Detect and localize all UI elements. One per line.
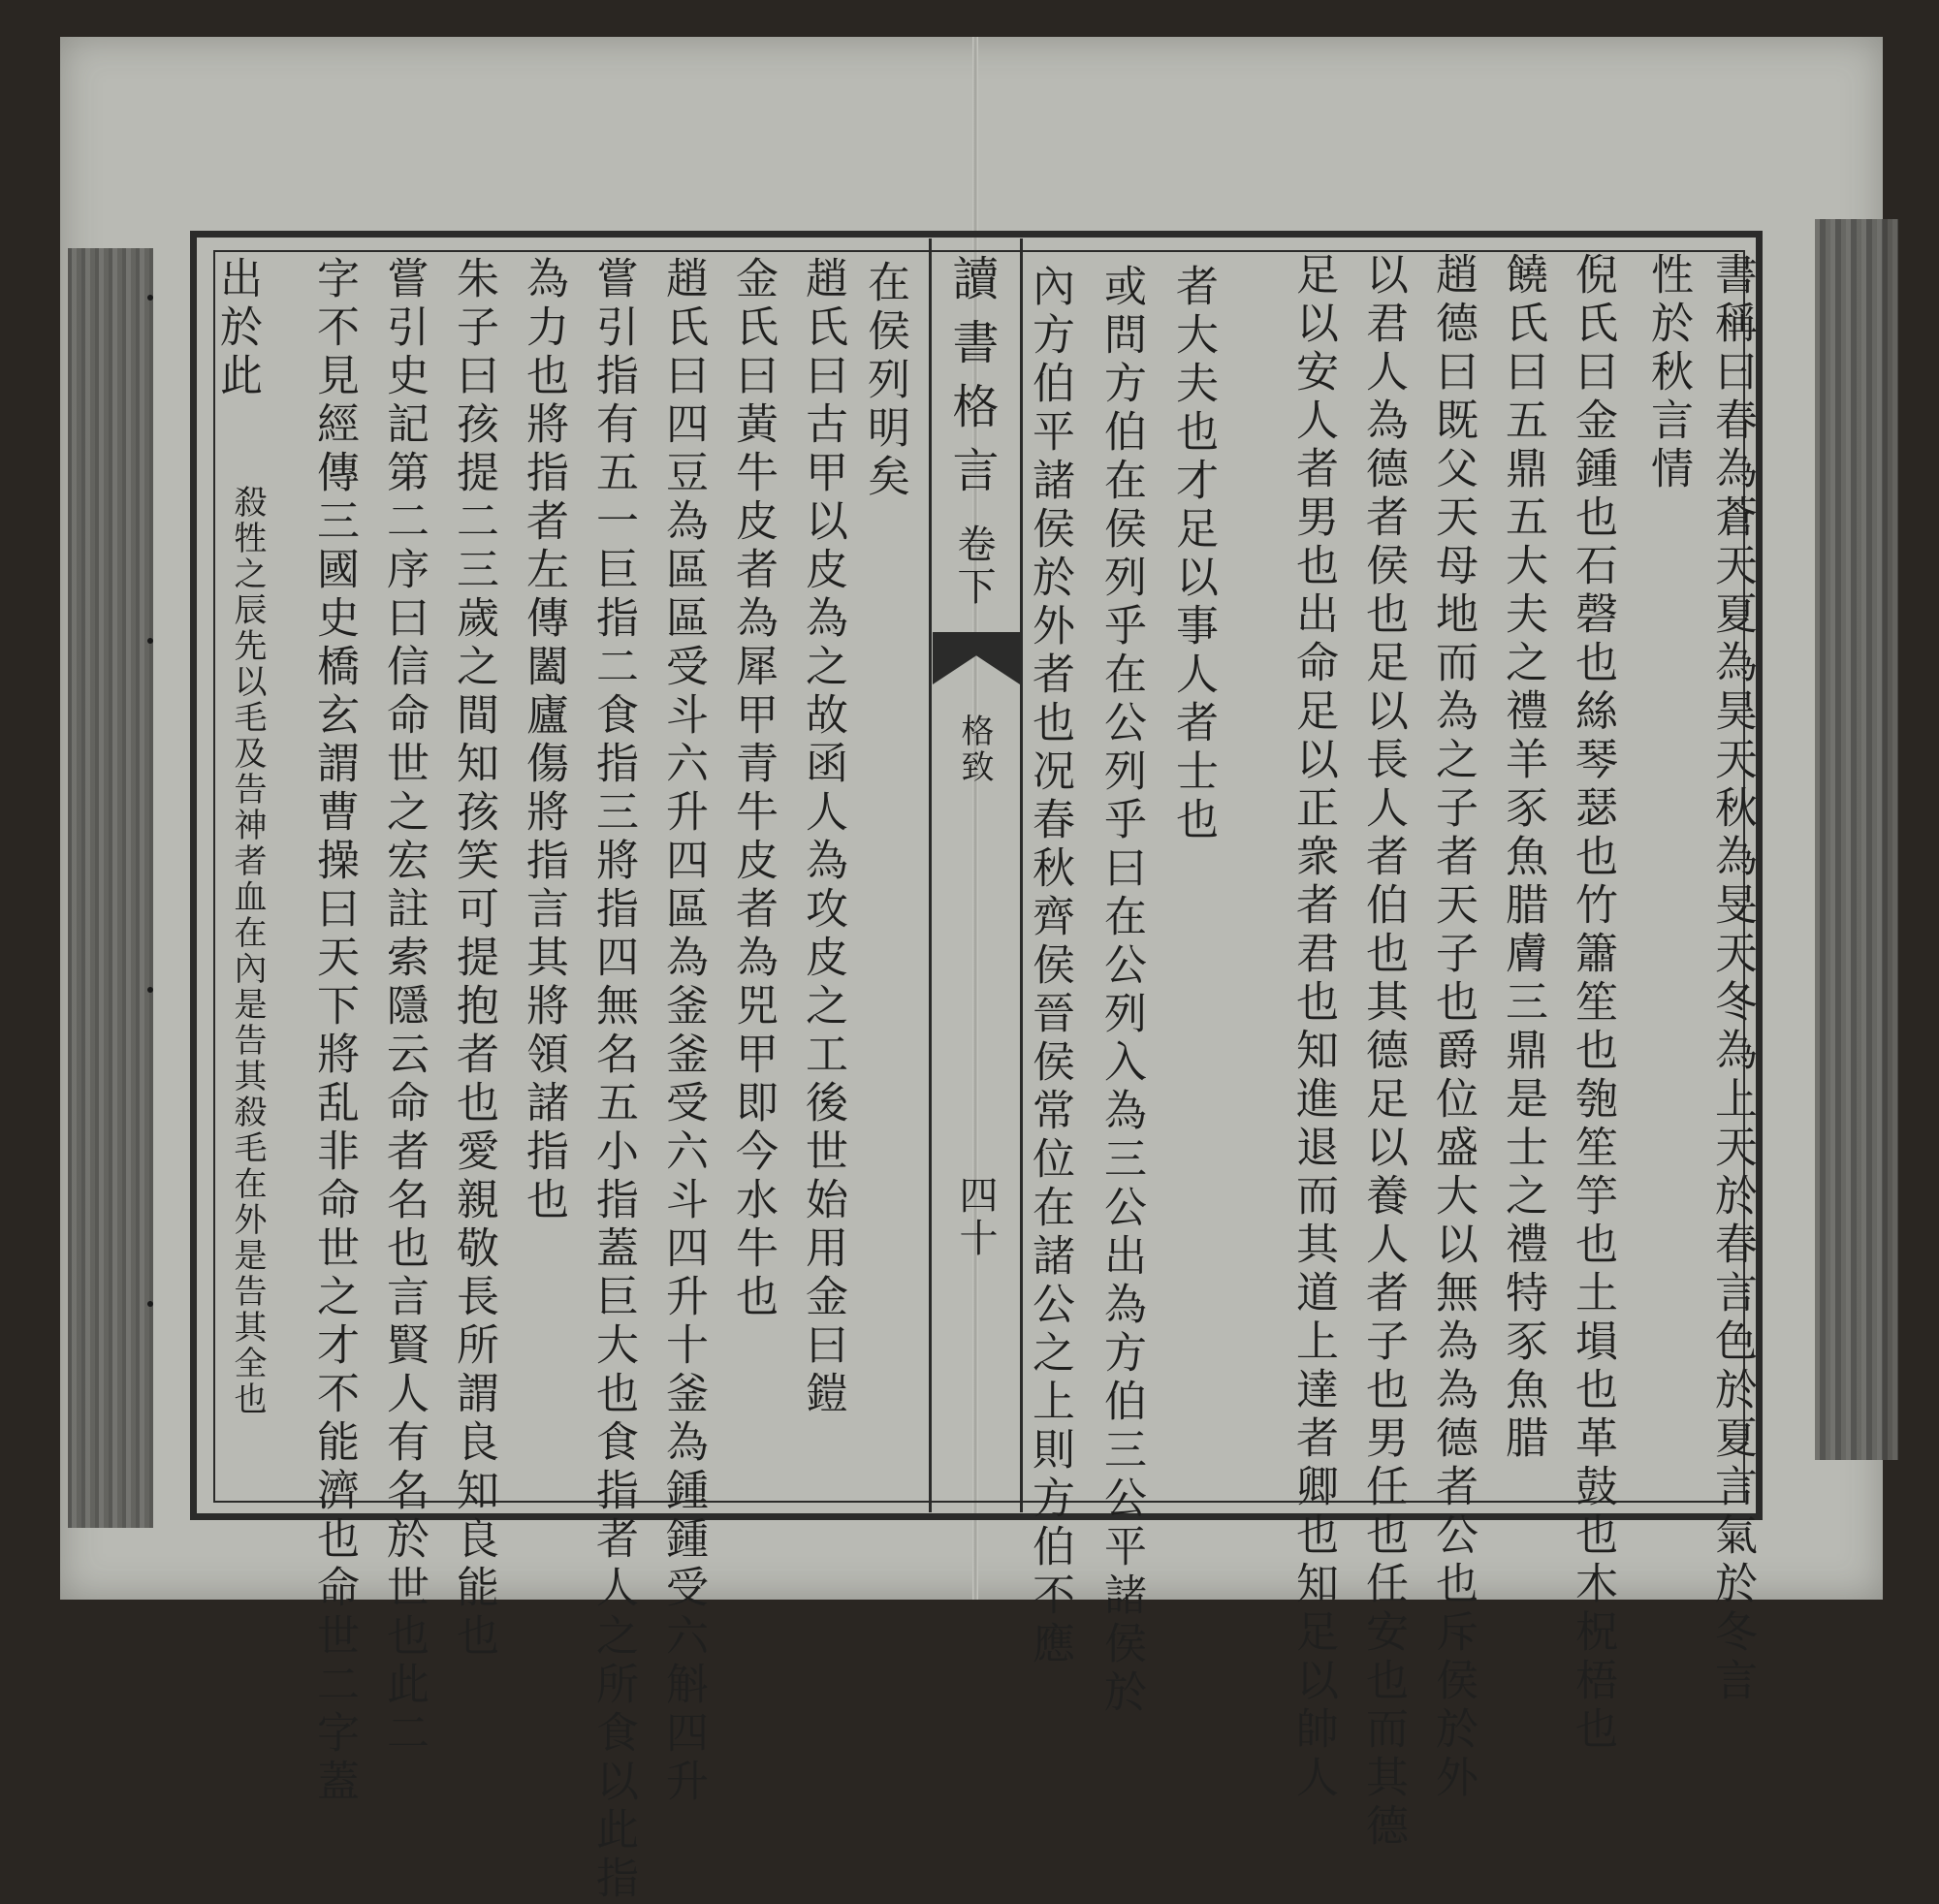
left-page-column: 嘗引指有五一巨指二食指三將指四無名五小指蓋巨大也食指者人之所食以此指 (588, 256, 638, 1904)
left-page-column: 出於此 (212, 256, 262, 401)
right-page-column: 趙德曰既父天母地而為之子者天子也爵位盛大以無為為德者公也斥侯於外 (1428, 252, 1478, 1803)
left-page-column: 字不見經傳三國史橋玄謂曹操曰天下將乱非命世之才不能濟也命世二字蓋 (309, 256, 359, 1807)
right-page-column: 饒氏曰五鼎五大夫之禮羊豕魚腊膚三鼎是士之禮特豕魚腊 (1498, 252, 1547, 1464)
left-page-note: 殺牲之辰先以毛及告神者血在內是告其殺毛在外是告其全也 (228, 485, 267, 1417)
section-label: 格致 (955, 714, 994, 785)
left-page-column: 趙氏曰四豆為區區受斗六升四區為釜釜受六斗四升十釜為鍾鍾受六斛四升 (658, 256, 708, 1807)
inked-edge-right (1815, 219, 1898, 1460)
page-number: 四十 (953, 1175, 998, 1260)
binding-hole (147, 1301, 153, 1307)
centre-column-rule-left (929, 238, 932, 1512)
book-title: 讀書格言 (944, 254, 999, 510)
inked-edge-left (68, 248, 153, 1528)
right-page-column: 倪氏曰金鍾也石磬也絲琴瑟也竹簫笙也匏笙竽也土塤也革鼓也木柷梧也 (1568, 252, 1617, 1755)
volume-label: 卷下 (951, 524, 996, 609)
left-page-column: 朱子曰孩提二三歲之間知孩笑可提抱者也愛親敬長所謂良知良能也 (449, 256, 498, 1662)
left-page-column: 嘗引史記第二序曰信命世之宏註索隱云命者名也言賢人有名於世也此二 (379, 256, 429, 1759)
left-page-column: 金氏曰黃牛皮者為犀甲青牛皮者為兕甲即今水牛也 (728, 256, 778, 1322)
right-page-column: 內方伯平諸侯於外者也况春秋齊侯晉侯常位在諸公之上則方伯不應 (1025, 264, 1074, 1669)
binding-hole (147, 987, 153, 993)
binding-hole (147, 638, 153, 644)
left-page-column: 為力也將指者左傳闔廬傷將指言其將領諸指也 (519, 256, 568, 1225)
right-page-column: 或問方伯在侯列乎在公列乎曰在公列入為三公出為方伯三公平諸侯於 (1097, 264, 1146, 1718)
right-page-column: 性於秋言情 (1643, 252, 1693, 494)
right-page-column: 足以安人者男也出命足以正衆者君也知進退而其道上達者卿也知足以帥人 (1288, 252, 1338, 1803)
left-page-column: 在侯列明矣 (860, 260, 909, 502)
centre-column-rule-right (1020, 238, 1023, 1512)
right-page-column: 書稱曰春為蒼天夏為昊天秋為旻天冬為上天於春言色於夏言氣於冬言 (1707, 252, 1757, 1706)
right-page-column: 者大夫也才足以事人者士也 (1168, 264, 1218, 845)
left-page-column: 趙氏曰古甲以皮為之故函人為攻皮之工後世始用金曰鎧 (798, 256, 847, 1419)
right-page-column: 以君人為德者侯也足以長人者伯也其德足以養人者子也男任也任安也而其德 (1358, 252, 1408, 1852)
binding-hole (147, 295, 153, 301)
